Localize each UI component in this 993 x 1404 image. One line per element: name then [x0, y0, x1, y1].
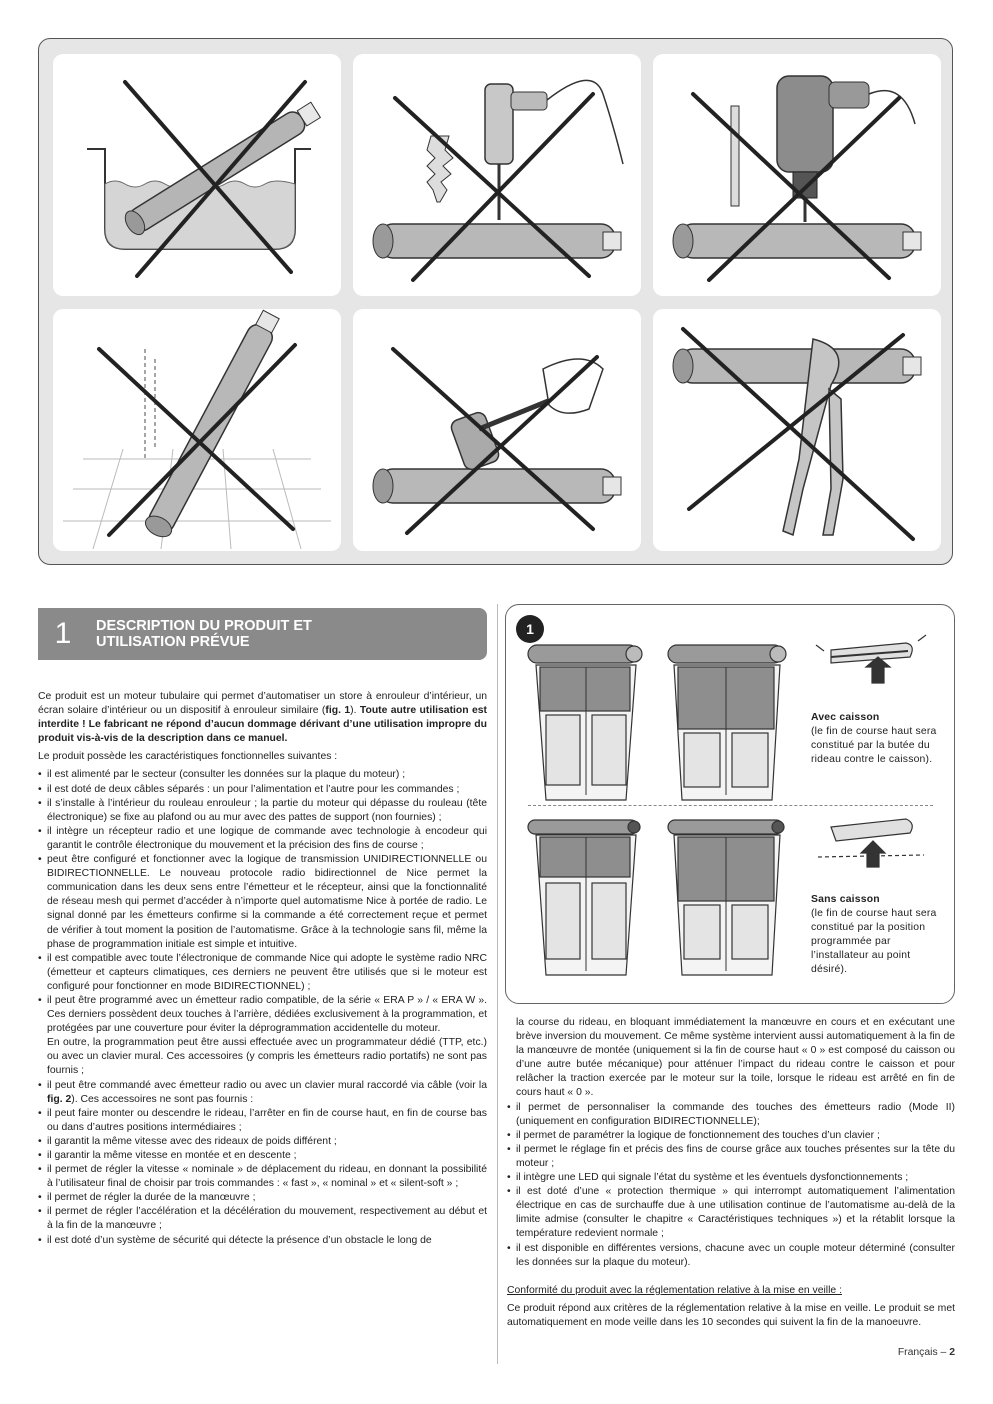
- fig2-reference: fig. 2: [47, 1093, 72, 1105]
- features-intro: Le produit possède les caractéristiques fonctionnelles suivantes :: [38, 751, 338, 763]
- page-number: 2: [949, 1347, 955, 1358]
- list-item: • il est doté d’une « protection thermique » qui interrompt automatiquement l’alimentation électrique en cas de surchauffe due à une utilisation continue de l’automatisme au-delà de la limite admise (consulter le chapitre « Caractéristiques techniques ») et la rétablit lorsque la température redevient normale ;: [507, 1185, 955, 1241]
- list-item: • il permet le réglage fin et précis des fins de course grâce aux touches présentes sur la tête du moteur ;: [507, 1143, 955, 1171]
- list-item: • il garantir la même vitesse en montée et en descente ;: [38, 1149, 487, 1163]
- caption-with-box-title: Avec caisson: [811, 712, 880, 723]
- warning-figure: [38, 38, 953, 565]
- list-item: • il intègre une LED qui signale l’état du système et les éventuels dysfonctionnements ;: [507, 1171, 955, 1185]
- list-item: • il intègre un récepteur radio et une logique de commande avec technologie à encodeur qui garantit le contrôle électronique du mouvement et la précision des fins de course ;: [38, 825, 487, 853]
- feature-continuation: En outre, la programmation peut être aussi effectuée avec un programmateur dédié (TTP, etc.) ou avec un clavier mural. Ces accessoires (y compris les émetteurs radio portatifs) ne sont pas fournis ;: [47, 1037, 487, 1077]
- list-item: • il est compatible avec toute l’électronique de commande Nice qui adopte le système radio NRC (émetteur et capteurs climatiques, ces derniers ne peuvent être utilisés que si le moteur est configuré pour fonctionner en mode BIDIRECTIONNEL) ;: [38, 952, 487, 994]
- list-item: • il est doté d’un système de sécurité qui détecte la présence d’un obstacle le long de: [38, 1234, 487, 1248]
- list-item: • il garantit la même vitesse avec des rideaux de poids différent ;: [38, 1135, 487, 1149]
- figure-1-separator: [528, 805, 933, 806]
- page-footer: [898, 1347, 955, 1358]
- warning-panel-motor-in-water: [53, 54, 341, 296]
- fig1-reference: fig. 1: [325, 705, 351, 717]
- window-without-box-open: [528, 820, 640, 975]
- warning-panel-screw-into-motor: [353, 54, 641, 296]
- obstacle-continuation: la course du rideau, en bloquant immédiatement la manœuvre en cours et en exécutant une brève inversion du mouvement. Ce même système intervient aussi automatiquement à la fin de la manœuvre de montée (uniquement si la fin de course haut « 0 » est composé du caisson ou d’une autre butée mécanique) pour atténuer l’impact du rideau contre le caisson et pour relâcher la traction exercée par le moteur sur la toile, lorsque le rideau est arrêté en fin de cours haut « 0 ».: [516, 1017, 955, 1099]
- right-text-column: [507, 1016, 955, 1334]
- conformity-text: Ce produit répond aux critères de la réglementation relative à la mise en veille. Le produit se met automatiquement en mode veille dans les 10 secondes qui suivent la fin de la manoeuvre.: [507, 1302, 955, 1328]
- list-item: [38, 1079, 487, 1107]
- section-title-line1: DESCRIPTION DU PRODUIT ET: [96, 618, 312, 634]
- section-heading: [38, 608, 487, 660]
- window-with-box-closed: [668, 645, 786, 800]
- column-divider: [497, 604, 498, 1364]
- intro-text: Ce produit est un moteur tubulaire qui permet d’automatiser un store à enrouleur d’intérieur, un écran solaire d’intérieur ou un dispositif à enrouleur similaire (: [38, 691, 487, 717]
- list-item: • peut être configuré et fonctionner avec la logique de transmission UNIDIRECTIONNELLE ou BIDIRECTIONNELLE. Le nouveau protocole radio bidirectionnel de Nice permet la communication dans les deux sens entre l’émetteur et le récepteur, ainsi que la fonctionnalité de réseau mesh qui permet d’accéder à n’importe quel automatisme Nice à portée de radio. Le signal donné par les émetteurs confirme si la commande a été correctement reçue et permet de vérifier à tout moment la position de l’automatisme. Grâce à la technologie sans fil, même la phase de programmation initiale est simple et intuitive.: [38, 853, 487, 952]
- list-item: • il peut être programmé avec un émetteur radio compatible, de la série « ERA P » / « ERA W ». Ces derniers possèdent deux touches à l’arrière, dédiées exclusivement à la programmation, et protégées par une couverture pour éviter la déprogrammation accidentelle du moteur.: [38, 994, 487, 1036]
- window-with-box-open: [528, 645, 642, 800]
- warning-panel-drill-into-motor: [653, 54, 941, 296]
- section-title-line2: UTILISATION PRÉVUE: [96, 634, 250, 650]
- feature-list-left: [38, 768, 487, 1036]
- caption-without-box: [811, 893, 941, 977]
- intro-warning: Toute autre utilisation est interdite ! Le fabricant ne répond d’aucun dommage dérivant d’une utilisation impropre du produit vis-à-vis de la description dans ce manuel.: [38, 705, 488, 745]
- warning-panel-dropping-motor: [53, 309, 341, 551]
- caption-with-box: [811, 711, 941, 767]
- no-box-limit-detail: [818, 819, 924, 867]
- feature-list-left-2: [38, 1079, 487, 1248]
- section-title: [88, 618, 448, 650]
- figure-1: [505, 604, 955, 1004]
- list-item: • il est alimenté par le secteur (consulter les données sur la plaque du moteur) ;: [38, 768, 487, 782]
- intro-paragraph: [38, 690, 487, 746]
- section-number: 1: [54, 617, 72, 650]
- list-item: • il permet de paramétrer la logique de fonctionnement des touches d’un clavier ;: [507, 1129, 955, 1143]
- list-item: • il permet de régler l’accélération et la décélération du mouvement, respectivement au début et à la fin de la manœuvre ;: [38, 1205, 487, 1233]
- list-item: • il permet de personnaliser la commande des touches des émetteurs radio (Mode II) (uniquement en configuration BIDIRECTIONNELLE);: [507, 1101, 955, 1129]
- list-item: • il est disponible en différentes versions, chacune avec un couple moteur déterminé (consulter les données sur la plaque du moteur).: [507, 1242, 955, 1270]
- warning-panel-pliers-on-motor: [653, 309, 941, 551]
- figure-1-badge: 1: [516, 615, 544, 643]
- caption-with-box-text: (le fin de course haut sera constitué par la butée du rideau contre le caisson).: [811, 726, 937, 765]
- feature-list-right: [507, 1101, 955, 1270]
- left-text-column: [38, 690, 487, 1248]
- list-item: • il peut faire monter ou descendre le rideau, l’arrêter en fin de course haut, en fin de course bas ou dans d’autres positions intermédiaires ;: [38, 1107, 487, 1135]
- list-item: • il s’installe à l’intérieur du rouleau enrouleur ; la partie du moteur qui dépasse du rouleau (tête électronique) se fixe au plafond ou au mur avec des pattes de support (non fournies) ;: [38, 797, 487, 825]
- caption-without-box-text: (le fin de course haut sera constitué par la position programmée par l’installateur au point désiré).: [811, 908, 937, 975]
- window-without-box-closed: [668, 820, 784, 975]
- conformity-heading: Conformité du produit avec la réglementation relative à la mise en veille :: [507, 1284, 842, 1296]
- caption-without-box-title: Sans caisson: [811, 894, 880, 905]
- list-item: • il est doté de deux câbles séparés : un pour l’alimentation et l’autre pour les commandes ;: [38, 783, 487, 797]
- list-item: • il permet de régler la vitesse « nominale » de déplacement du rideau, en donnant la possibilité à l’utilisateur final de choisir par trois commandes : « fast », « nominal » et « silent-soft » ;: [38, 1163, 487, 1191]
- list-item: • il permet de régler la durée de la manœuvre ;: [38, 1191, 487, 1205]
- fig2-text-after: ). Ces accessoires ne sont pas fournis :: [71, 1093, 254, 1105]
- box-limit-detail: [816, 635, 926, 683]
- warning-panel-hammer-on-motor: [353, 309, 641, 551]
- intro-text-mid: ).: [350, 705, 360, 717]
- footer-language: Français –: [897, 1347, 950, 1358]
- fig2-text-before: il peut être commandé avec émetteur radio ou avec un clavier mural raccordé via câble (voir la: [47, 1079, 487, 1091]
